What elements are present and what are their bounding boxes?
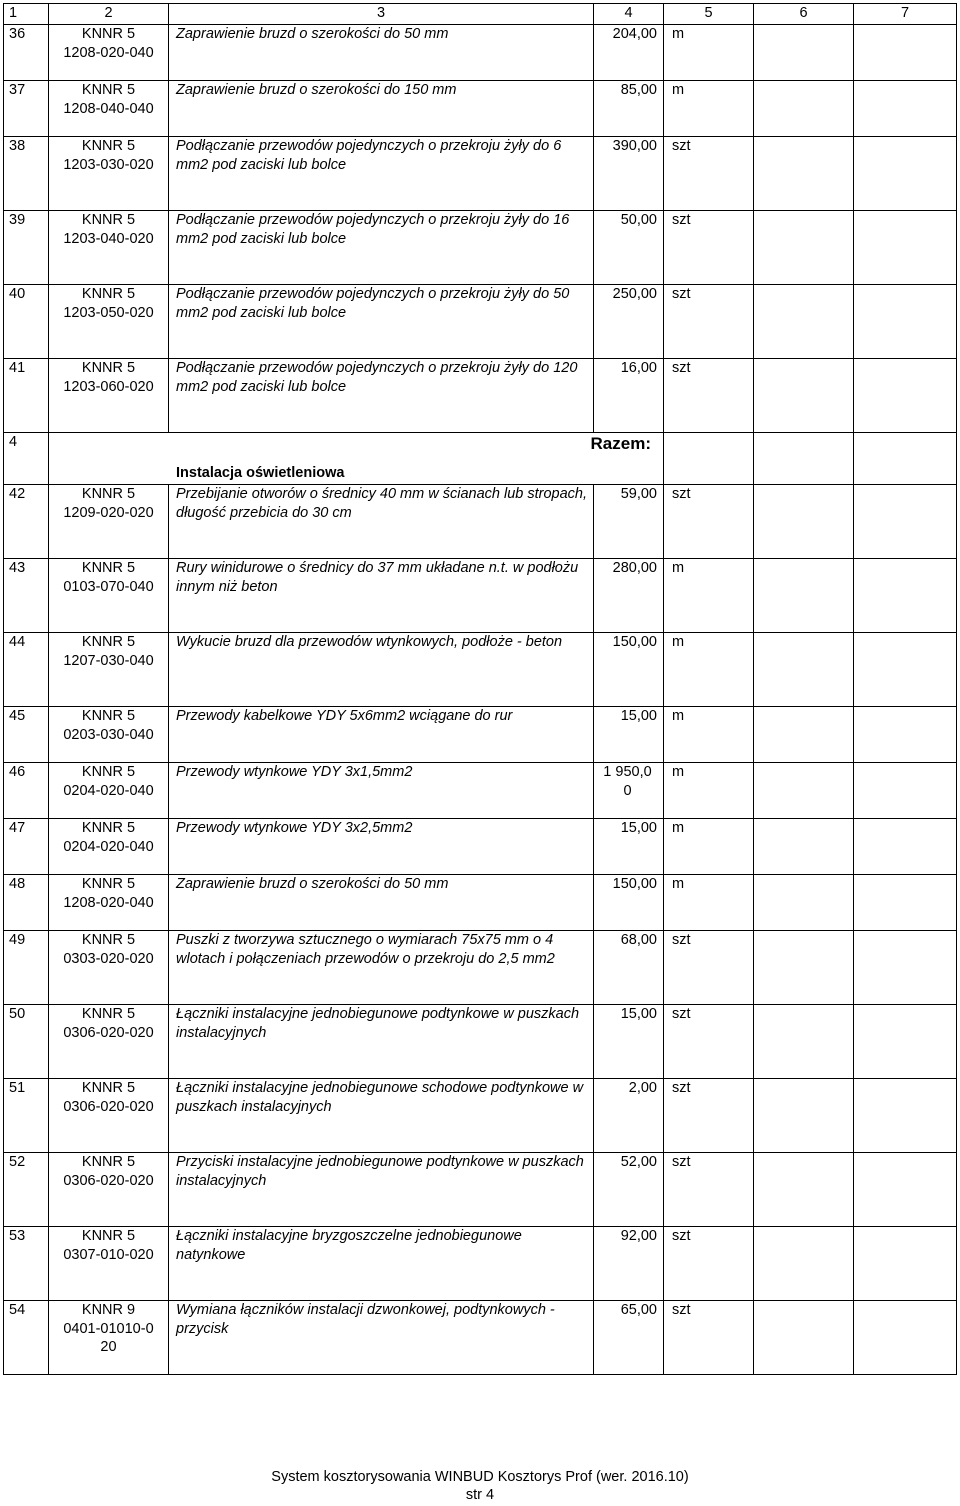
item-number: 36 (4, 25, 49, 81)
item-description: Łączniki instalacyjne bryzgoszczelne jednobiegunowe natynkowe (169, 1227, 594, 1301)
item-number: 48 (4, 875, 49, 931)
item-value-empty (854, 633, 957, 707)
item-description: Puszki z tworzywa sztucznego o wymiarach 75x75 mm o 4 wlotach i połączeniach przewodów o przekroju do 2,5 mm2 (169, 931, 594, 1005)
table-row (4, 1301, 957, 1375)
item-value-empty (854, 285, 957, 359)
section-row (4, 433, 957, 485)
table-row (4, 1227, 957, 1301)
table-row (4, 359, 957, 433)
table-row (4, 1005, 957, 1079)
item-code: KNNR 5 1203-050-020 (49, 285, 169, 359)
item-quantity: 150,00 (594, 875, 664, 931)
item-quantity: 50,00 (594, 211, 664, 285)
item-quantity: 85,00 (594, 81, 664, 137)
item-unit: m (664, 763, 754, 819)
item-description: Przewody kabelkowe YDY 5x6mm2 wciągane do rur (169, 707, 594, 763)
item-unit: m (664, 633, 754, 707)
item-quantity: 2,00 (594, 1079, 664, 1153)
header-col-1: 1 (4, 4, 49, 25)
header-col-3: 3 (169, 4, 594, 25)
section-title: Instalacja oświetleniowa (176, 464, 345, 481)
table-row (4, 1153, 957, 1227)
table-row (4, 211, 957, 285)
item-number: 52 (4, 1153, 49, 1227)
item-code: KNNR 5 0307-010-020 (49, 1227, 169, 1301)
item-number: 53 (4, 1227, 49, 1301)
table-row (4, 763, 957, 819)
item-price-empty (754, 25, 854, 81)
item-number: 46 (4, 763, 49, 819)
item-price-empty (754, 81, 854, 137)
item-code: KNNR 5 1208-020-040 (49, 875, 169, 931)
item-number: 50 (4, 1005, 49, 1079)
item-unit: szt (664, 931, 754, 1005)
section-price-empty (754, 433, 854, 485)
item-number: 41 (4, 359, 49, 433)
item-unit: m (664, 875, 754, 931)
item-unit: szt (664, 1005, 754, 1079)
item-description: Przebijanie otworów o średnicy 40 mm w ścianach lub stropach, długość przebicia do 30 cm (169, 485, 594, 559)
item-price-empty (754, 559, 854, 633)
item-code: KNNR 5 0303-020-020 (49, 931, 169, 1005)
item-quantity: 15,00 (594, 1005, 664, 1079)
item-quantity: 16,00 (594, 359, 664, 433)
header-col-2: 2 (49, 4, 169, 25)
item-price-empty (754, 707, 854, 763)
item-number: 38 (4, 137, 49, 211)
item-quantity: 59,00 (594, 485, 664, 559)
item-unit: m (664, 81, 754, 137)
section-unit-empty (664, 433, 754, 485)
item-code: KNNR 5 1209-020-020 (49, 485, 169, 559)
item-price-empty (754, 1301, 854, 1375)
item-number: 44 (4, 633, 49, 707)
item-value-empty (854, 931, 957, 1005)
section-number: 4 (4, 433, 49, 485)
item-quantity: 390,00 (594, 137, 664, 211)
item-description: Przyciski instalacyjne jednobiegunowe podtynkowe w puszkach instalacyjnych (169, 1153, 594, 1227)
table-row (4, 485, 957, 559)
item-value-empty (854, 485, 957, 559)
item-price-empty (754, 285, 854, 359)
cost-estimate-table (3, 3, 957, 1375)
item-description: Podłączanie przewodów pojedynczych o przekroju żyły do 120 mm2 pod zaciski lub bolce (169, 359, 594, 433)
item-description: Wymiana łączników instalacji dzwonkowej, podtynkowych - przycisk (169, 1301, 594, 1375)
table-row (4, 931, 957, 1005)
section-title-cell (49, 433, 664, 485)
item-price-empty (754, 137, 854, 211)
table-row (4, 1079, 957, 1153)
item-value-empty (854, 211, 957, 285)
table-row (4, 81, 957, 137)
item-description: Łączniki instalacyjne jednobiegunowe podtynkowe w puszkach instalacyjnych (169, 1005, 594, 1079)
item-description: Wykucie bruzd dla przewodów wtynkowych, podłoże - beton (169, 633, 594, 707)
item-code: KNNR 9 0401-01010-0 20 (49, 1301, 169, 1375)
table-row (4, 285, 957, 359)
item-price-empty (754, 359, 854, 433)
item-unit: szt (664, 137, 754, 211)
item-unit: szt (664, 1079, 754, 1153)
item-description: Podłączanie przewodów pojedynczych o przekroju żyły do 16 mm2 pod zaciski lub bolce (169, 211, 594, 285)
table-row (4, 819, 957, 875)
item-code: KNNR 5 0203-030-040 (49, 707, 169, 763)
table-row (4, 875, 957, 931)
item-code: KNNR 5 1203-060-020 (49, 359, 169, 433)
item-price-empty (754, 485, 854, 559)
item-unit: szt (664, 1153, 754, 1227)
item-unit: szt (664, 285, 754, 359)
item-price-empty (754, 931, 854, 1005)
item-quantity: 15,00 (594, 707, 664, 763)
table-row (4, 633, 957, 707)
item-description: Rury winidurowe o średnicy do 37 mm układane n.t. w podłożu innym niż beton (169, 559, 594, 633)
item-quantity: 204,00 (594, 25, 664, 81)
item-code: KNNR 5 1208-020-040 (49, 25, 169, 81)
item-number: 51 (4, 1079, 49, 1153)
header-col-4: 4 (594, 4, 664, 25)
item-description: Podłączanie przewodów pojedynczych o przekroju żyły do 6 mm2 pod zaciski lub bolce (169, 137, 594, 211)
item-value-empty (854, 25, 957, 81)
item-unit: szt (664, 359, 754, 433)
item-value-empty (854, 1079, 957, 1153)
item-quantity: 1 950,0 0 (594, 763, 664, 819)
item-code: KNNR 5 1208-040-040 (49, 81, 169, 137)
item-code: KNNR 5 0306-020-020 (49, 1153, 169, 1227)
item-value-empty (854, 819, 957, 875)
footer-page-number: str 4 (465, 1487, 495, 1503)
item-code: KNNR 5 1207-030-040 (49, 633, 169, 707)
item-number: 45 (4, 707, 49, 763)
item-code: KNNR 5 1203-030-020 (49, 137, 169, 211)
item-price-empty (754, 1153, 854, 1227)
item-description: Zaprawienie bruzd o szerokości do 150 mm (169, 81, 594, 137)
item-value-empty (854, 559, 957, 633)
item-quantity: 68,00 (594, 931, 664, 1005)
item-value-empty (854, 137, 957, 211)
footer (0, 1468, 960, 1504)
item-number: 43 (4, 559, 49, 633)
section-total-empty (854, 433, 957, 485)
item-value-empty (854, 1005, 957, 1079)
item-quantity: 92,00 (594, 1227, 664, 1301)
item-price-empty (754, 875, 854, 931)
item-price-empty (754, 211, 854, 285)
item-price-empty (754, 1079, 854, 1153)
item-value-empty (854, 1227, 957, 1301)
item-code: KNNR 5 0306-020-020 (49, 1005, 169, 1079)
item-code: KNNR 5 0204-020-040 (49, 819, 169, 875)
item-quantity: 15,00 (594, 819, 664, 875)
item-unit: szt (664, 485, 754, 559)
item-description: Przewody wtynkowe YDY 3x1,5mm2 (169, 763, 594, 819)
item-value-empty (854, 1301, 957, 1375)
item-number: 37 (4, 81, 49, 137)
razem-label: Razem: (590, 434, 651, 453)
item-number: 49 (4, 931, 49, 1005)
item-value-empty (854, 763, 957, 819)
item-unit: szt (664, 1301, 754, 1375)
item-description: Zaprawienie bruzd o szerokości do 50 mm (169, 25, 594, 81)
table-row (4, 137, 957, 211)
item-value-empty (854, 875, 957, 931)
item-value-empty (854, 707, 957, 763)
item-code: KNNR 5 0204-020-040 (49, 763, 169, 819)
item-unit: szt (664, 1227, 754, 1301)
item-number: 40 (4, 285, 49, 359)
item-number: 39 (4, 211, 49, 285)
item-price-empty (754, 633, 854, 707)
header-col-7: 7 (854, 4, 957, 25)
item-description: Łączniki instalacyjne jednobiegunowe schodowe podtynkowe w puszkach instalacyjnych (169, 1079, 594, 1153)
item-unit: m (664, 25, 754, 81)
item-code: KNNR 5 0306-020-020 (49, 1079, 169, 1153)
item-code: KNNR 5 1203-040-020 (49, 211, 169, 285)
item-value-empty (854, 81, 957, 137)
item-number: 42 (4, 485, 49, 559)
item-quantity: 280,00 (594, 559, 664, 633)
item-quantity: 65,00 (594, 1301, 664, 1375)
item-unit: szt (664, 211, 754, 285)
item-unit: m (664, 707, 754, 763)
item-description: Podłączanie przewodów pojedynczych o przekroju żyły do 50 mm2 pod zaciski lub bolce (169, 285, 594, 359)
table-row (4, 559, 957, 633)
item-price-empty (754, 1005, 854, 1079)
item-price-empty (754, 819, 854, 875)
footer-system-info: System kosztorysowania WINBUD Kosztorys Prof (wer. 2016.10) (271, 1469, 689, 1485)
table-row (4, 25, 957, 81)
item-unit: m (664, 819, 754, 875)
item-price-empty (754, 763, 854, 819)
item-quantity: 250,00 (594, 285, 664, 359)
item-quantity: 52,00 (594, 1153, 664, 1227)
item-code: KNNR 5 0103-070-040 (49, 559, 169, 633)
item-unit: m (664, 559, 754, 633)
item-number: 54 (4, 1301, 49, 1375)
item-value-empty (854, 1153, 957, 1227)
item-quantity: 150,00 (594, 633, 664, 707)
table-row (4, 707, 957, 763)
item-description: Zaprawienie bruzd o szerokości do 50 mm (169, 875, 594, 931)
header-row (4, 4, 957, 25)
item-description: Przewody wtynkowe YDY 3x2,5mm2 (169, 819, 594, 875)
item-price-empty (754, 1227, 854, 1301)
header-col-5: 5 (664, 4, 754, 25)
header-col-6: 6 (754, 4, 854, 25)
item-number: 47 (4, 819, 49, 875)
item-value-empty (854, 359, 957, 433)
